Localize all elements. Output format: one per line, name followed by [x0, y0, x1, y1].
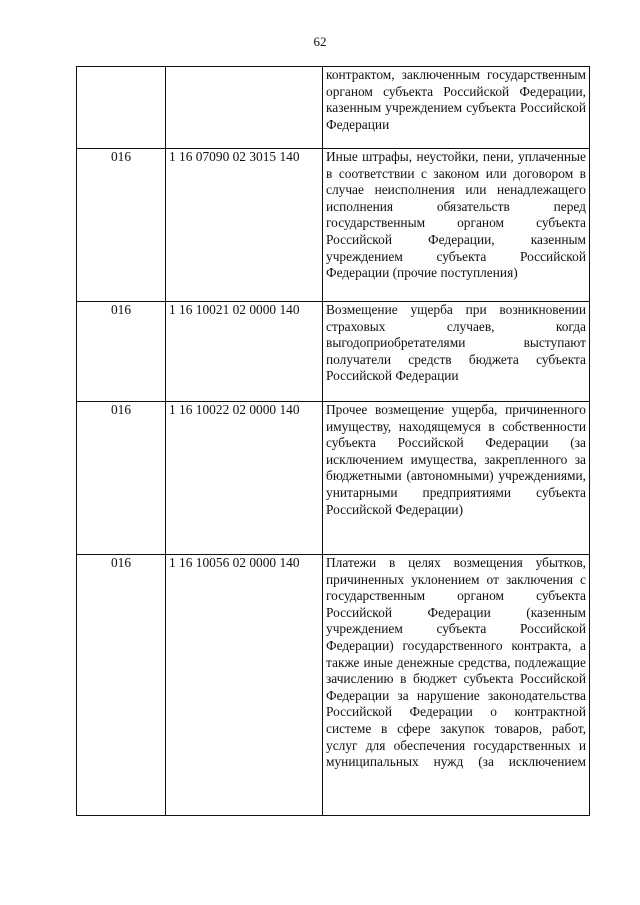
budget-code-cell: 1 16 07090 02 3015 140 [166, 149, 323, 302]
description-cell: Прочее возмещение ущерба, причиненного имуществу, находящемуся в собственности субъекта Российской Федерации (за исключением имущества, закрепленного за бюджетными (автономными) учреждениями, унитарными предприятиями субъекта Российской Федерации) [323, 402, 590, 555]
admin-code-cell: 016 [77, 302, 166, 402]
admin-code-cell: 016 [77, 149, 166, 302]
budget-code-cell: 1 16 10022 02 0000 140 [166, 402, 323, 555]
table-row [77, 402, 590, 555]
description-cell: Возмещение ущерба при возникновении страховых случаев, когда выгодоприобретателями выступают получатели средств бюджета субъекта Российской Федерации [323, 302, 590, 402]
table-row [77, 149, 590, 302]
table-row [77, 67, 590, 149]
description-cell: Иные штрафы, неустойки, пени, уплаченные в соответствии с законом или договором в случае неисполнения или ненадлежащего исполнения обязательств перед государственным органом субъекта Российской Федерации, казенным учреждением субъекта Российской Федерации (прочие поступления) [323, 149, 590, 302]
budget-code-cell: 1 16 10056 02 0000 140 [166, 555, 323, 816]
description-cell: Платежи в целях возмещения убытков, причиненных уклонением от заключения с государственным органом субъекта Российской Федерации (казенным учреждением субъекта Российской Федерации) государственного контракта, а также иные денежные средства, подлежащие зачислению в бюджет субъекта Российской Федерации за нарушение законодательства Российской Федерации о контрактной системе в сфере закупок товаров, работ, услуг для обеспечения государственных и муниципальных нужд (за исключением [323, 555, 590, 816]
admin-code-cell: 016 [77, 402, 166, 555]
admin-code-cell [77, 67, 166, 149]
table-row [77, 302, 590, 402]
page-number: 62 [313, 34, 327, 49]
admin-code-cell: 016 [77, 555, 166, 816]
budget-code-cell [166, 67, 323, 149]
budget-revenue-table [76, 66, 590, 816]
table-row [77, 555, 590, 816]
description-cell: контрактом, заключенным государственным органом субъекта Российской Федерации, казенным учреждением субъекта Российской Федерации [323, 67, 590, 149]
budget-code-cell: 1 16 10021 02 0000 140 [166, 302, 323, 402]
